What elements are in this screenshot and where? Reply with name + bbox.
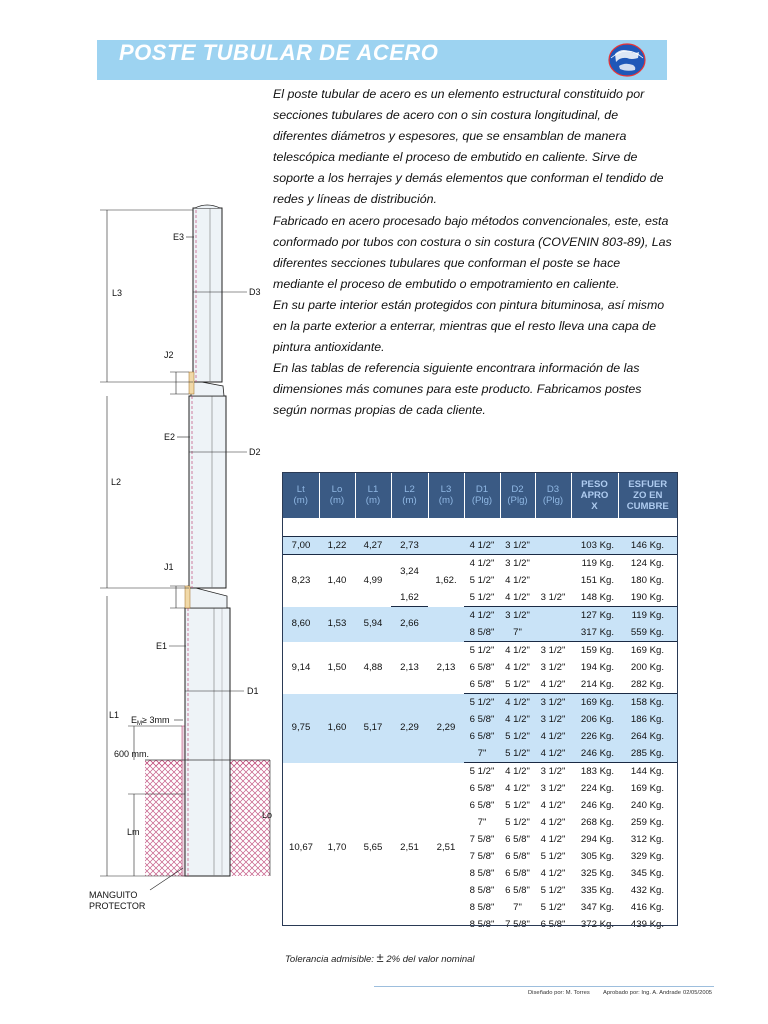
table-row: 6 5/8" 4 1/2" 3 1/2" 194 Kg. 200 Kg.: [469, 661, 664, 673]
table-row: 5 1/2" 4 1/2" 151 Kg. 180 Kg.: [469, 574, 664, 586]
intro-paragraph: El poste tubular de acero es un elemento estructural constituido por secciones tubulares de acero con o sin costura longitudinal, de diferentes diámetros y espesores, que se ensamblan de manera telescópica mediante el proceso de embutido en caliente. Sirve de soporte a los herrajes y demás elementos que conforman el tendido de redes y líneas de distribución.: [273, 87, 664, 207]
pole-drawing: [0, 196, 273, 926]
footer-date: 02/05/2005: [683, 990, 713, 996]
table-row: 7,00 1,22 4,27 2,73 4 1/2" 3 1/2" 103 Kg. 146 Kg.: [283, 537, 677, 555]
globe-logo-icon: [605, 42, 649, 78]
label-em: $E_M\ge 3mm$: [131, 715, 170, 727]
col-header-l2: L2 (m): [391, 472, 428, 518]
title-banner: [97, 40, 667, 80]
tolerance-note: Tolerancia admisible: ± 2% del valor nominal: [285, 950, 475, 965]
col-header-esfuerzo: ESFUER ZO EN CUMBRE: [618, 472, 677, 518]
table-row: 10,67 1,70 5,65 2,51 2,51 5 1/2" 4 1/2" 3 1/2" 183 Kg. 144 Kg.: [288, 765, 664, 853]
footer-rule: [374, 986, 714, 987]
table-row: 9,14 1,50 4,88 2,13 2,13 5 1/2" 4 1/2" 3 1/2" 159 Kg. 169 Kg.: [291, 644, 664, 673]
label-d2: D2: [249, 447, 261, 457]
col-header-lo: Lo (m): [319, 472, 355, 518]
table-row: 7 5/8" 6 5/8" 4 1/2" 294 Kg. 312 Kg.: [469, 833, 664, 845]
label-l3: L3: [112, 288, 123, 298]
label-e3: E3: [173, 232, 185, 242]
col-header-d1: D1 (Plg): [464, 472, 500, 518]
table-row: 8 5/8" 7" 5 1/2" 347 Kg. 416 Kg.: [469, 901, 664, 913]
table-row: 8 5/8" 6 5/8" 5 1/2" 335 Kg. 432 Kg.: [469, 884, 664, 896]
footer-approved: Aprobado por: Ing. A. Andrade: [603, 990, 681, 996]
table-row: 8 5/8" 7 5/8" 6 5/8" 372 Kg. 439 Kg.: [469, 918, 664, 930]
label-d3: D3: [249, 287, 261, 297]
label-e1: E1: [156, 641, 168, 651]
table-row: 7 5/8" 6 5/8" 5 1/2" 305 Kg. 329 Kg.: [469, 850, 664, 862]
table-row: 8 5/8" 6 5/8" 4 1/2" 325 Kg. 345 Kg.: [469, 867, 664, 879]
label-j2: J2: [164, 350, 174, 360]
table-row: 9,75 1,60 5,17 2,29 2,29 5 1/2" 4 1/2" 3 1/2" 169 Kg. 158 Kg.: [283, 694, 677, 712]
table-row: 6 5/8" 5 1/2" 4 1/2" 226 Kg. 264 Kg.: [283, 728, 677, 745]
pole-section-3: [193, 208, 222, 382]
col-header-lt: Lt (m): [283, 472, 319, 518]
ground-hatch-left: [145, 760, 185, 876]
intro-paragraph: Fabricado en acero procesado bajo métodos convencionales, este, esta conformado por tubos con costura o sin costura (COVENIN 803-89), Las diferentes secciones tubulares que conforman el poste se hace mediante el proceso de embutido o empotramiento en caliente.: [273, 213, 672, 291]
intro-paragraph: En las tablas de referencia siguiente encontrara información de las dimensiones más comunes para este producto. Fabricamos postes según normas propias de cada cliente.: [273, 361, 642, 418]
pole-section-1: [185, 608, 230, 876]
label-protector: PROTECTOR: [89, 901, 146, 911]
label-l2: L2: [111, 477, 122, 487]
label-l1: L1: [109, 710, 120, 720]
spec-table: [283, 472, 677, 933]
col-header-peso: PESO APRO X: [571, 472, 618, 518]
label-d1: D1: [247, 686, 259, 696]
label-manguito: MANGUITO: [89, 890, 138, 900]
table-row: 6 5/8" 4 1/2" 3 1/2" 206 Kg. 186 Kg.: [283, 711, 677, 728]
intro-text: [273, 84, 673, 422]
table-row: 6 5/8" 5 1/2" 4 1/2" 246 Kg. 240 Kg.: [469, 799, 664, 811]
table-row: 8,23 1,40 4,99 3,24 1,62. 4 1/2" 3 1/2" 119 Kg. 124 Kg.: [291, 557, 664, 586]
pole-section-2: [189, 396, 226, 588]
col-header-d2: D2 (Plg): [500, 472, 535, 518]
label-600mm: 600 mm.: [114, 749, 150, 759]
table-row: 1,62 5 1/2" 4 1/2" 3 1/2" 148 Kg. 190 Kg.: [283, 589, 677, 607]
table-row: 6 5/8" 5 1/2" 4 1/2" 214 Kg. 282 Kg.: [283, 676, 677, 694]
col-header-l3: L3 (m): [428, 472, 464, 518]
intro-paragraph: En su parte interior están protegidos con pintura bituminosa, así mismo en la parte exterior a enterrar, mientras que el resto lleva una capa de pintura antioxidante.: [273, 297, 665, 355]
col-header-d3: D3 (Plg): [535, 472, 571, 518]
label-j1: J1: [164, 562, 174, 572]
footer-designed: Diseñado por: M. Torres: [528, 990, 590, 996]
table-row: 8 5/8" 7" 317 Kg. 559 Kg.: [283, 624, 677, 642]
label-lm: Lm: [127, 827, 140, 837]
table-row: 8,60 1,53 5,94 2,66 4 1/2" 3 1/2" 127 Kg. 119 Kg.: [283, 607, 677, 625]
table-row: 7" 5 1/2" 4 1/2" 268 Kg. 259 Kg.: [477, 816, 664, 828]
page-title: POSTE TUBULAR DE ACERO: [119, 40, 439, 65]
label-e2: E2: [164, 432, 176, 442]
col-header-l1: L1 (m): [355, 472, 391, 518]
table-header-row: [283, 472, 677, 518]
table-row: 6 5/8" 4 1/2" 3 1/2" 224 Kg. 169 Kg.: [469, 782, 664, 794]
label-lo: Lo: [262, 810, 273, 820]
table-row: 7" 5 1/2" 4 1/2" 246 Kg. 285 Kg.: [283, 745, 677, 763]
